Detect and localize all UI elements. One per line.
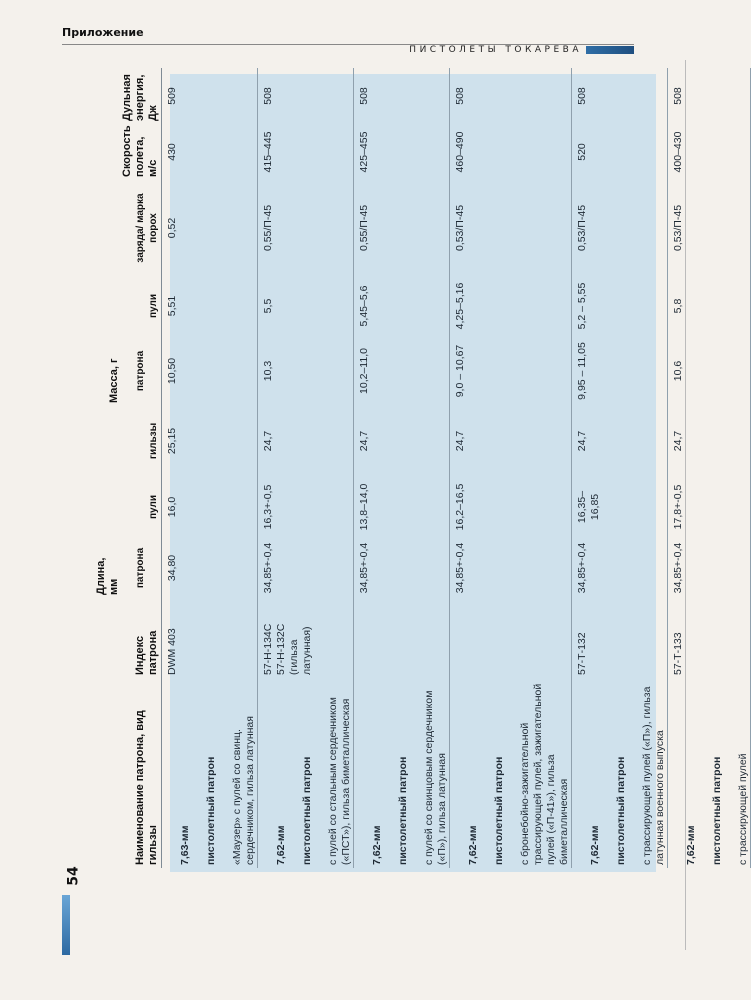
row-description: с трассирующей пулей <box>737 753 749 865</box>
row-mass-bullet: 4,25–5,16 <box>454 282 466 330</box>
row-sleeve: 24,7 <box>672 430 684 452</box>
row-energy: 509 <box>166 87 178 105</box>
row-mass-cartridge: 10,50 <box>166 357 178 385</box>
row-description: с бронебойно-зажигательной трассирующей пулей, зажигательной пулей («П-41»), гильза биметаллическая <box>519 683 570 865</box>
row-len-bullet: 16,2–16,5 <box>454 483 466 531</box>
header-length-group <box>82 538 160 598</box>
row-len-bullet: 17,8+-0,5 <box>672 484 684 530</box>
row-mass-bullet: 5,8 <box>672 298 684 314</box>
row-velocity: 415–445 <box>262 131 274 173</box>
row-len-cartridge: 34,85+-0,4 <box>262 542 274 594</box>
row-mass-cartridge: 10,2–11,0 <box>358 348 370 394</box>
row-sleeve: 24,7 <box>454 430 466 452</box>
row-name <box>166 678 257 868</box>
header-sleeve: гильзы <box>148 422 159 460</box>
header-mass-group <box>95 336 160 406</box>
row-energy: 508 <box>576 87 588 105</box>
row-len-bullet: 16,35–16,85 <box>576 490 601 524</box>
row-mass-bullet: 5,51 <box>166 295 178 317</box>
row-velocity: 460–490 <box>454 131 466 173</box>
row-description: с трассирующей пулей («П»), гильза латунная военного выпуска <box>641 686 666 865</box>
page-accent-bar <box>62 895 70 955</box>
header-mass-cartridge: патрона <box>135 350 146 392</box>
header-accent-bar <box>586 46 634 54</box>
row-description: с пулей со свинцовым сердечником («П»), гильза латунная <box>423 690 448 865</box>
row-caliber: 7,63-мм <box>179 825 191 865</box>
row-len-bullet: 16,3+-0,5 <box>262 484 274 530</box>
row-velocity: 425–455 <box>358 131 370 173</box>
row-len-cartridge: 34,80 <box>166 554 178 582</box>
row-mass-bullet: 5,2 – 5,55 <box>576 282 588 330</box>
row-charge: 0,53/П-45 <box>672 204 684 252</box>
row-len-cartridge: 34,85+-0,4 <box>576 542 588 594</box>
row-caliber: 7,62-мм <box>685 825 697 865</box>
row-energy: 508 <box>672 87 684 105</box>
header-index: Индекс патрона <box>134 630 159 675</box>
row-title: пистолетный патрон <box>615 756 627 865</box>
header-mass: Масса, г <box>108 358 120 403</box>
row-caliber: 7,62-мм <box>589 825 601 865</box>
cartridge-table <box>82 74 749 868</box>
row-sleeve: 25,15 <box>166 427 178 455</box>
row-description: с пулей со стальным сердечником («ПСТ»), гильза биметаллическая <box>327 697 352 865</box>
row-energy: 508 <box>262 87 274 105</box>
row-mass-bullet: 5,5 <box>262 298 274 314</box>
table-row <box>258 68 354 868</box>
row-caliber: 7,62-мм <box>275 825 287 865</box>
row-len-bullet: 13,8–14,0 <box>358 483 370 531</box>
running-header <box>400 44 634 55</box>
row-index: 57-Т-132 <box>576 632 588 675</box>
row-len-bullet: 16,0 <box>166 496 178 518</box>
row-energy: 508 <box>454 87 466 105</box>
row-index: DWM 403 <box>166 628 178 675</box>
header-charge: заряда/ марка порох <box>135 193 159 263</box>
header-length-bullet: пули <box>148 495 159 519</box>
row-title: пистолетный патрон <box>493 756 505 865</box>
row-energy: 508 <box>358 87 370 105</box>
row-description: «Маузер» с пулей со свинц. сердечником, гильза латунная <box>231 716 256 865</box>
row-name <box>262 678 353 868</box>
row-name <box>672 678 750 868</box>
table-row <box>572 68 668 868</box>
row-len-cartridge: 34,85+-0,4 <box>358 542 370 594</box>
page-number: 54 <box>65 866 82 886</box>
header-energy: Дульная энергия, Дж <box>121 74 159 121</box>
row-title: пистолетный патрон <box>711 756 723 865</box>
row-index: 57-Т-133 <box>672 632 684 675</box>
row-mass-cartridge: 10,3 <box>262 360 274 382</box>
row-name <box>358 678 449 868</box>
header-mass-bullet: пули <box>148 294 159 318</box>
row-velocity: 430 <box>166 143 178 161</box>
row-velocity: 520 <box>576 143 588 161</box>
row-len-cartridge: 34,85+-0,4 <box>672 542 684 594</box>
row-caliber: 7,62-мм <box>371 825 383 865</box>
table-row <box>450 68 572 868</box>
row-sleeve: 24,7 <box>262 430 274 452</box>
table-row <box>668 68 751 868</box>
table-header <box>82 68 162 868</box>
header-length-cartridge: патрона <box>135 547 146 589</box>
row-charge: 0,52 <box>166 217 178 239</box>
row-mass-cartridge: 9,0 – 10,67 <box>454 344 466 398</box>
table-row <box>162 68 258 868</box>
row-charge: 0,55/П-45 <box>262 204 274 252</box>
row-sleeve: 24,7 <box>576 430 588 452</box>
header-velocity: Скорость полета, м/с <box>121 125 159 177</box>
row-title: пистолетный патрон <box>397 756 409 865</box>
row-name <box>454 678 571 868</box>
row-sleeve: 24,7 <box>358 430 370 452</box>
row-charge: 0,53/П-45 <box>454 204 466 252</box>
row-charge: 0,55/П-45 <box>358 204 370 252</box>
section-label: Приложение <box>62 26 144 39</box>
row-velocity: 400–430 <box>672 131 684 173</box>
row-caliber: 7,62-мм <box>467 825 479 865</box>
row-title: пистолетный патрон <box>301 756 313 865</box>
row-mass-cartridge: 9,95 – 11,05 <box>576 342 588 400</box>
running-title: ПИСТОЛЕТЫ ТОКАРЕВА <box>409 44 582 55</box>
row-title: пистолетный патрон <box>205 756 217 865</box>
row-len-cartridge: 34,85+-0,4 <box>454 542 466 594</box>
row-mass-cartridge: 10,6 <box>672 360 684 382</box>
row-mass-bullet: 5,45–5,6 <box>358 285 370 327</box>
table-row <box>354 68 450 868</box>
row-name <box>576 678 667 868</box>
row-index: 57-Н-134С 57-Н-132С (гильза латунная) <box>262 623 313 675</box>
header-name: Наименование патрона, вид гильзы <box>134 710 159 865</box>
header-length: Длина, мм <box>95 557 120 595</box>
row-charge: 0,53/П-45 <box>576 204 588 252</box>
